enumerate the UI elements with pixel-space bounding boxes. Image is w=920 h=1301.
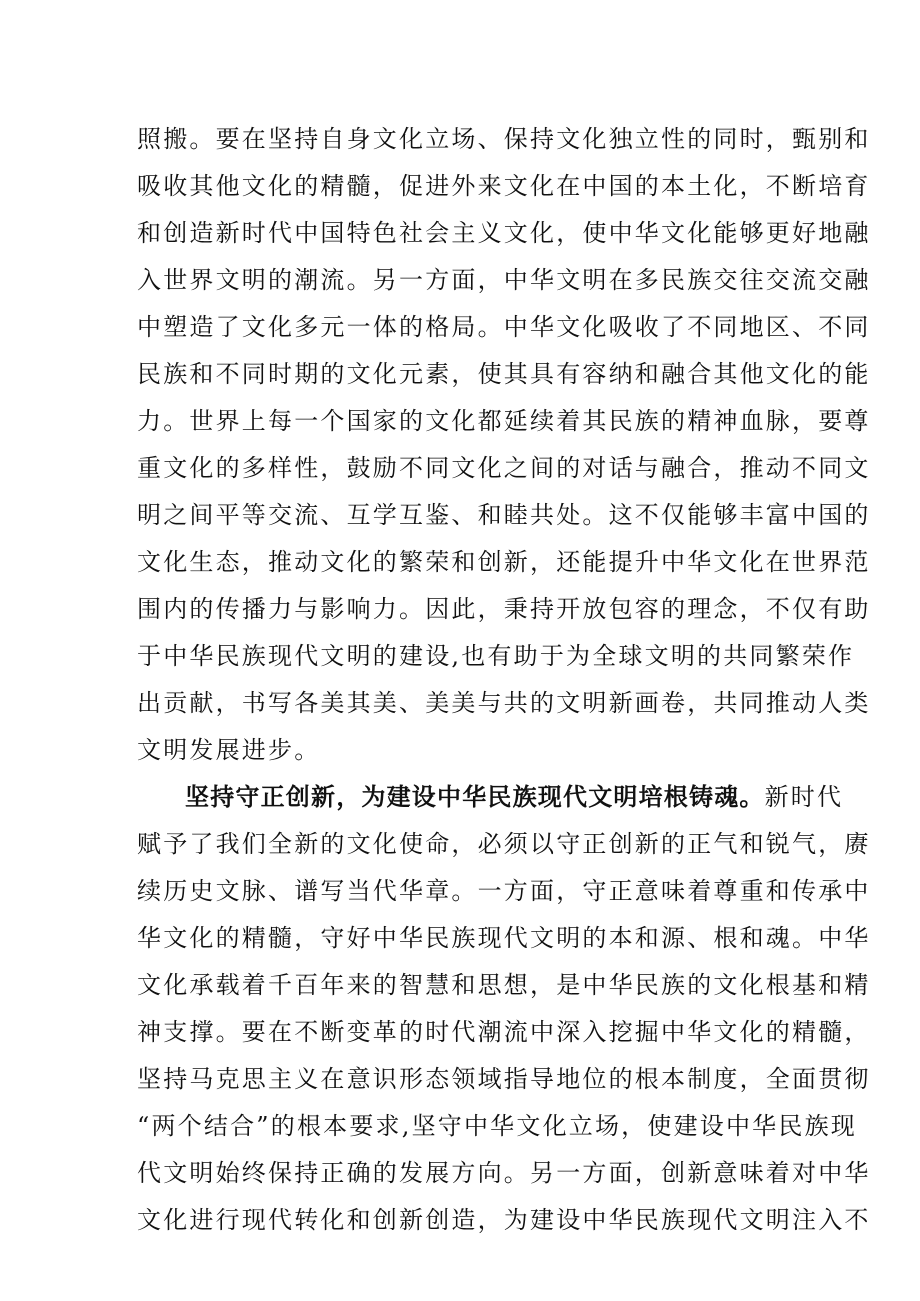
text-line: 围内的传播力与影响力。因此，秉持开放包容的理念，不仅有助 [137, 595, 871, 623]
text-line: 神支撑。要在不断变革的时代潮流中深入挖掘中华文化的精髓， [137, 1018, 871, 1046]
text-line: 代文明始终保持正确的发展方向。另一方面，创新意味着对中华 [137, 1159, 871, 1187]
text-line: 文化进行现代转化和创新创造，为建设中华民族现代文明注入不 [137, 1206, 871, 1234]
paragraph-open-inclusive [137, 116, 871, 774]
document-body [137, 116, 871, 1244]
text-line: 入世界文明的潮流。另一方面，中华文明在多民族交往交流交融 [137, 266, 871, 294]
text-line: 力。世界上每一个国家的文化都延续着其民族的精神血脉，要尊 [137, 407, 871, 435]
text-line: 民族和不同时期的文化元素，使其具有容纳和融合其他文化的能 [137, 360, 871, 388]
text-line: 华文化的精髓，守好中华民族现代文明的本和源、根和魂。中华 [137, 924, 871, 952]
text-line: 出贡献，书写各美其美、美美与共的文明新画卷，共同推动人类 [137, 689, 871, 717]
text-line: 重文化的多样性，鼓励不同文化之间的对话与融合，推动不同文 [137, 454, 871, 482]
text-line: 文化生态，推动文化的繁荣和创新，还能提升中华文化在世界范 [137, 548, 871, 576]
text-line: 文化承载着千百年来的智慧和思想，是中华民族的文化根基和精 [137, 971, 871, 999]
text-line: 明之间平等交流、互学互鉴、和睦共处。这不仅能够丰富中国的 [137, 501, 871, 529]
text-line: 赋予了我们全新的文化使命，必须以守正创新的正气和锐气，赓 [137, 830, 871, 858]
paragraph-innovation [137, 774, 871, 1244]
text-run: 新时代 [764, 783, 844, 811]
text-line: 和创造新时代中国特色社会主义文化，使中华文化能够更好地融 [137, 219, 871, 247]
text-line: 续历史文脉、谱写当代华章。一方面，守正意味着尊重和传承中 [137, 877, 871, 905]
paragraph-first-line [137, 774, 844, 821]
text-line: 中塑造了文化多元一体的格局。中华文化吸收了不同地区、不同 [137, 313, 871, 341]
text-line: 于中华民族现代文明的建设,也有助于为全球文明的共同繁荣作 [137, 642, 855, 670]
text-line: 坚持马克思主义在意识形态领域指导地位的根本制度，全面贯彻 [137, 1065, 871, 1093]
text-line: 照搬。要在坚持自身文化立场、保持文化独立性的同时，甄别和 [137, 125, 871, 153]
text-line: “两个结合”的根本要求,坚守中华文化立场，使建设中华民族现 [137, 1112, 857, 1140]
text-line: 文明发展进步。 [137, 736, 321, 764]
section-heading: 坚持守正创新，为建设中华民族现代文明培根铸魂。 [185, 783, 765, 811]
text-line: 吸收其他文化的精髓，促进外来文化在中国的本土化，不断培育 [137, 172, 871, 200]
